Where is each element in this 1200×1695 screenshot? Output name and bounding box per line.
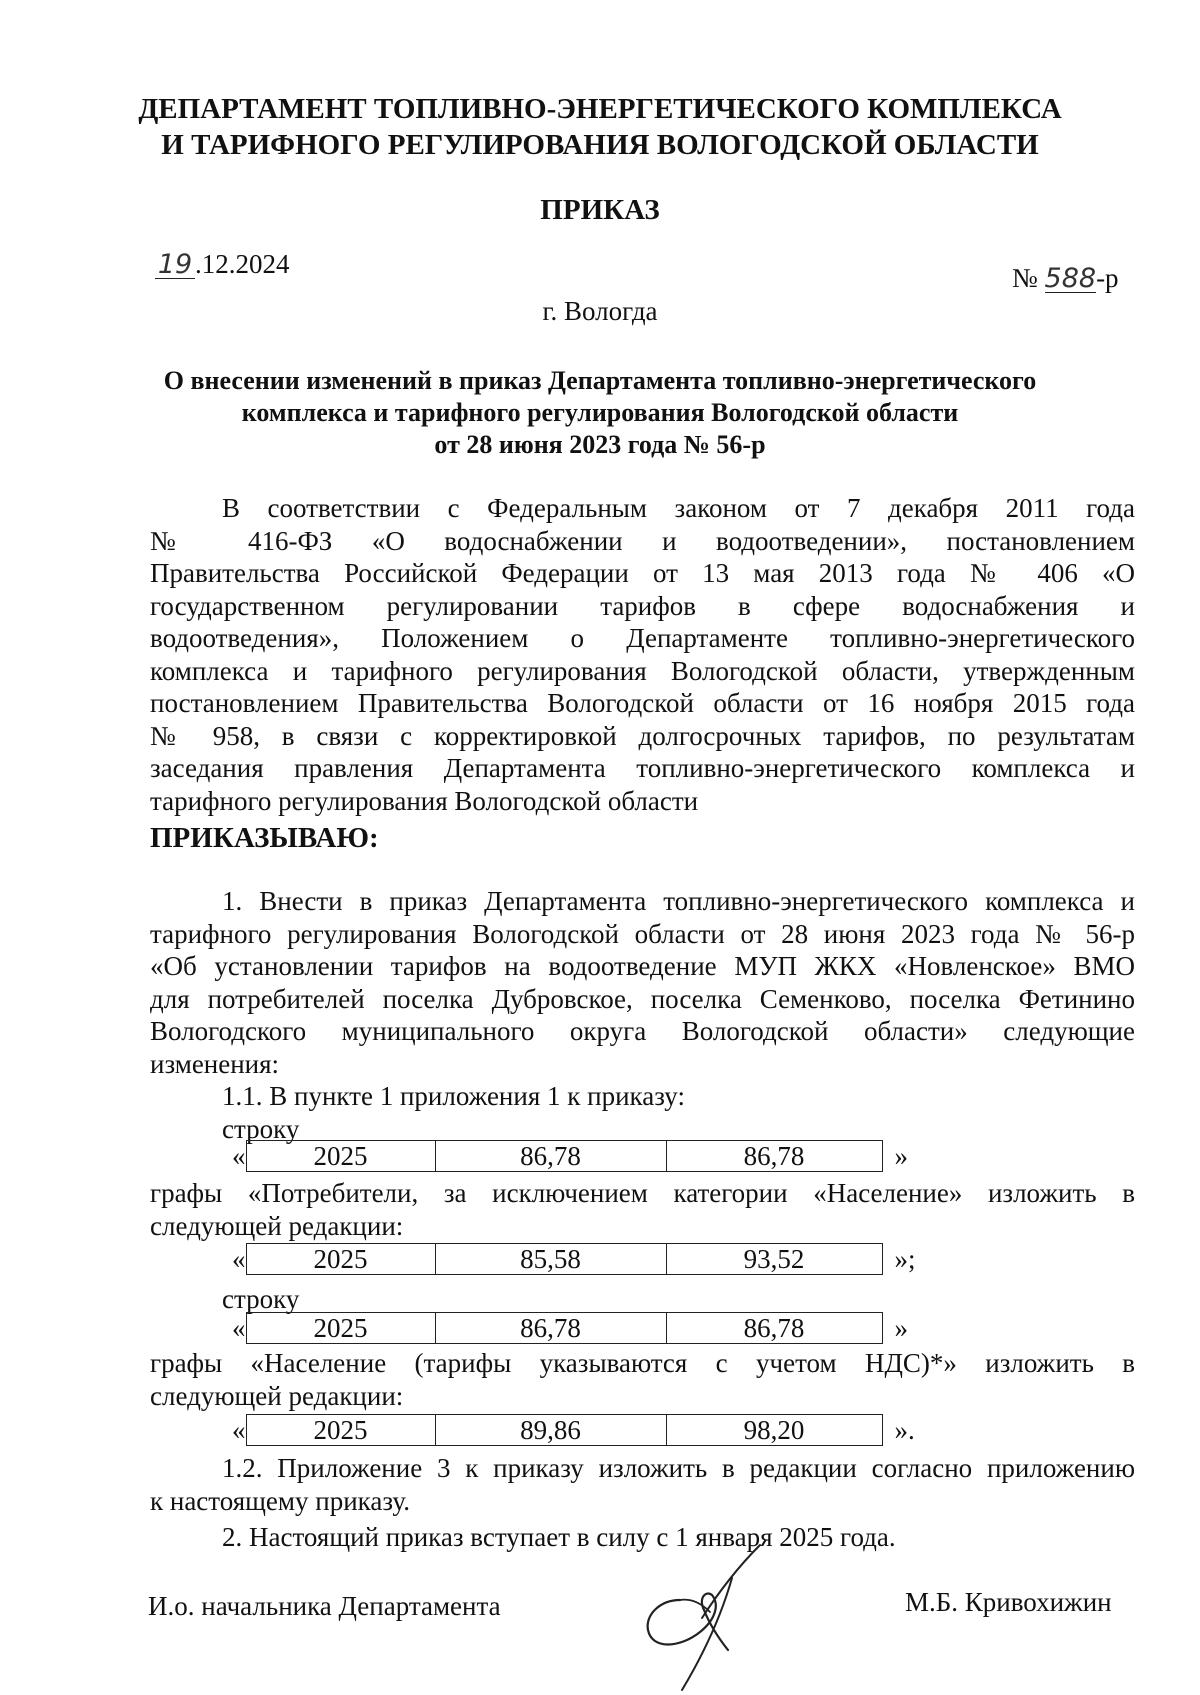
signature-scribble xyxy=(620,1540,790,1695)
document-type: ПРИКАЗ xyxy=(540,194,660,226)
item-1-line: изменения: xyxy=(150,1048,280,1079)
handwritten-number: 588 xyxy=(1044,263,1097,294)
order-word: ПРИКАЗЫВАЮ: xyxy=(150,822,379,854)
tariff-cell-2: 86,78 xyxy=(666,1313,882,1344)
document-number xyxy=(1012,262,1119,295)
item-1-2-line: к настоящему приказу. xyxy=(150,1485,410,1516)
table-row-3 xyxy=(232,1312,908,1345)
tariff-table xyxy=(246,1140,883,1172)
preamble-line: № 958, в связи с корректировкой долгосрочных тарифов, по результатам xyxy=(150,720,1135,751)
column-2-line: графы «Население (тарифы указываются с учетом НДС)*» изложить в xyxy=(150,1348,1135,1378)
item-1-line: «Об установлении тарифов на водоотведение МУП ЖКХ «Новленское» ВМО xyxy=(150,951,1135,981)
preamble-line: заседания правления Департамента топливно-энергетического комплекса и xyxy=(150,753,1135,783)
preamble-line: № 416-ФЗ «О водоснабжении и водоотведении», постановлением xyxy=(150,525,1135,556)
document-date xyxy=(155,248,290,281)
word-row: строку xyxy=(222,1114,300,1144)
preamble-line: Правительства Российской Федерации от 13 мая 2013 года № 406 «О xyxy=(150,558,1135,588)
year-cell: 2025 xyxy=(246,1244,435,1275)
tariff-table xyxy=(246,1312,883,1344)
date-rest: .12.2024 xyxy=(195,249,290,279)
year-cell: 2025 xyxy=(246,1313,435,1344)
item-1-line: 1. Внести в приказ Департамента топливно-энергетического комплекса и xyxy=(222,886,1135,916)
close-quote: » xyxy=(894,1313,908,1343)
preamble-line: постановлением Правительства Вологодской области от 16 ноября 2015 года xyxy=(150,688,1135,718)
tariff-cell-2: 86,78 xyxy=(666,1141,882,1172)
item-1-1: 1.1. В пункте 1 приложения 1 к приказу: xyxy=(222,1081,685,1111)
preamble-paragraph xyxy=(150,492,1135,817)
close-quote: » xyxy=(894,1141,908,1171)
year-cell: 2025 xyxy=(246,1415,435,1446)
open-quote: « xyxy=(232,1313,246,1343)
item-1-2-line: 1.2. Приложение 3 к приказу изложить в редакции согласно приложению xyxy=(222,1453,1135,1483)
signatory-name: М.Б. Кривохижин xyxy=(905,1587,1112,1617)
preamble-line: тарифного регулирования Вологодской области xyxy=(150,785,699,816)
item-1-line: для потребителей поселка Дубровское, поселка Семенково, поселка Фетинино xyxy=(150,983,1135,1014)
close-quote: »; xyxy=(894,1244,916,1274)
department-name-line-2: И ТАРИФНОГО РЕГУЛИРОВАНИЯ ВОЛОГОДСКОЙ ОБЛАСТИ xyxy=(161,129,1039,161)
preamble-line: водоотведения», Положением о Департаменте топливно-энергетического xyxy=(150,623,1135,653)
tariff-cell-2: 98,20 xyxy=(666,1415,882,1446)
order-title-line-1: О внесении изменений в приказ Департамента топливно-энергетического xyxy=(163,366,1037,395)
column-1-line: графы «Потребители, за исключением категории «Население» изложить в xyxy=(150,1178,1135,1208)
open-quote: « xyxy=(232,1415,246,1445)
item-1-paragraph xyxy=(150,885,1135,1080)
item-1-line: тарифного регулирования Вологодской области от 28 июня 2023 года № 56-р xyxy=(150,918,1135,949)
preamble-line: государственном регулировании тарифов в сфере водоснабжения и xyxy=(150,590,1135,621)
table-row-4 xyxy=(232,1414,915,1447)
tariff-table xyxy=(246,1243,883,1275)
year-cell: 2025 xyxy=(246,1141,435,1172)
city: г. Вологда xyxy=(542,296,658,326)
word-row: строку xyxy=(222,1284,300,1314)
open-quote: « xyxy=(232,1244,246,1274)
department-name-line-1: ДЕПАРТАМЕНТ ТОПЛИВНО-ЭНЕРГЕТИЧЕСКОГО КОМПЛЕКСА xyxy=(138,93,1062,125)
tariff-cell-1: 89,86 xyxy=(435,1415,666,1446)
table-row-2 xyxy=(232,1243,916,1276)
next-edition-line: следующей редакции: xyxy=(150,1210,404,1241)
close-quote: ». xyxy=(894,1415,915,1445)
open-quote: « xyxy=(232,1141,246,1171)
tariff-cell-1: 86,78 xyxy=(435,1313,666,1344)
column-2-paragraph xyxy=(150,1347,1135,1412)
item-1-2-paragraph xyxy=(150,1452,1135,1517)
item-1-line: Вологодского муниципального округа Вологодской области» следующие xyxy=(150,1016,1135,1046)
number-sign: № xyxy=(1012,263,1038,293)
item-2: 2. Настоящий приказ вступает в силу с 1 января 2025 года. xyxy=(222,1522,896,1552)
tariff-cell-1: 86,78 xyxy=(435,1141,666,1172)
order-title-line-3: от 28 июня 2023 года № 56-р xyxy=(434,430,766,459)
preamble-line: В соответствии с Федеральным законом от 7 декабря 2011 года xyxy=(222,493,1135,523)
handwritten-day: 19 xyxy=(155,252,195,279)
tariff-table xyxy=(246,1414,883,1446)
next-edition-line: следующей редакции: xyxy=(150,1380,404,1411)
table-row-1 xyxy=(232,1140,908,1173)
signatory-position: И.о. начальника Департамента xyxy=(148,1591,501,1621)
number-suffix: -р xyxy=(1096,263,1119,293)
order-title-line-2: комплекса и тарифного регулирования Вологодской области xyxy=(241,398,959,427)
tariff-cell-1: 85,58 xyxy=(435,1244,666,1275)
preamble-line: комплекса и тарифного регулирования Вологодской области, утвержденным xyxy=(150,655,1135,686)
tariff-cell-2: 93,52 xyxy=(666,1244,882,1275)
column-1-paragraph xyxy=(150,1177,1135,1242)
